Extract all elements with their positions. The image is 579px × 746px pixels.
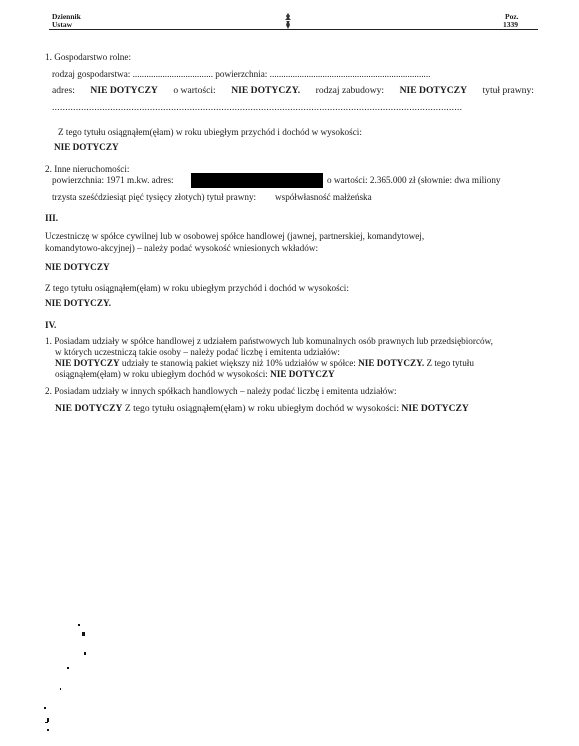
scan-speck [60, 688, 61, 690]
section-4-item1-line4 [55, 369, 335, 381]
section-3-text-line2: komandytowo-akcyjnej) – należy podać wysokość wniesionych wkładów: [45, 243, 319, 253]
position-label: Poz. [505, 12, 519, 21]
share-package-text: udziały te stanowią pakiet większy niż 10% udziałów w spółce: [121, 358, 356, 368]
farm-income-text: Z tego tytułu osiągnąłem(ęłam) w roku ubiegłym przychód i dochód w wysokości: [58, 127, 362, 137]
not-applicable-value: NIE DOTYCZY [90, 85, 158, 96]
coat-of-arms-emblem [284, 12, 292, 30]
section-3-income-text: Z tego tytułu osiągnąłem(ęłam) w roku ubiegłym przychód i dochód w wysokości: [45, 283, 349, 293]
farm-address-line [52, 85, 534, 97]
scan-speck [45, 722, 48, 723]
not-applicable-value: NIE DOTYCZY [55, 403, 123, 414]
property-area-text: powierzchnia: 1971 m.kw. adres: [52, 175, 174, 185]
legal-title-label: tytuł prawny: [482, 85, 534, 96]
section-4-item2-line2 [55, 403, 469, 415]
buildings-label: rodzaj zabudowy: [315, 85, 385, 96]
value-label: o wartości: [173, 85, 216, 96]
income-text: osiągnąłem(ęłam) w roku ubiegłym dochód w wysokości: [55, 369, 268, 379]
not-applicable-value: NIE DOTYCZY [55, 358, 120, 368]
section-4-heading: IV. [45, 320, 57, 330]
property-item-title: 2. Inne nieruchomości: [45, 164, 130, 174]
farm-type-line: rodzaj gospodarstwa: ................................... powierzchnia: ...................................................................... [52, 69, 431, 79]
scan-speck [78, 624, 80, 626]
redaction-bar [191, 173, 323, 188]
scan-speck [67, 667, 69, 669]
farm-item-title: 1. Gospodarstwo rolne: [45, 52, 131, 62]
scan-speck [82, 632, 85, 636]
not-applicable-value: NIE DOTYCZY [401, 403, 469, 414]
farm-income-value: NIE DOTYCZY [54, 142, 119, 152]
not-applicable-value: NIE DOTYCZY. [358, 358, 425, 368]
not-applicable-value: NIE DOTYCZY [399, 85, 468, 96]
dots-line: ........................................................................................................................................................... [52, 102, 463, 112]
property-value-text: o wartości: 2.365.000 zł (słownie: dwa miliony [327, 175, 501, 185]
section-3-value: NIE DOTYCZY [45, 262, 110, 272]
not-applicable-value: NIE DOTYCZY [270, 369, 335, 379]
section-4-item2-line1: 2. Posiadam udziały w innych spółkach handlowych – należy podać liczbę i emitenta udziałów: [45, 386, 397, 396]
income-text: Z tego tytułu osiągnąłem(ęłam) w roku ubiegłym dochód w wysokości: [124, 403, 400, 414]
header-rule [49, 29, 538, 30]
address-label: adres: [52, 85, 75, 96]
journal-name-line2: Ustaw [52, 20, 72, 29]
section-3-income-value: NIE DOTYCZY. [45, 298, 112, 308]
section-3-text-line1: Uczestniczę w spółce cywilnej lub w osobowej spółce handlowej (jawnej, partnerskiej, komandytowej, [45, 231, 425, 241]
scan-speck [44, 707, 46, 709]
income-intro-text: Z tego tytułu [426, 358, 474, 368]
section-3-heading: III. [45, 213, 59, 223]
scan-speck [47, 729, 49, 731]
section-4-item1-line1: 1. Posiadam udziały w spółce handlowej z udziałem państwowych lub komunalnych osób prawnych lub przedsiębiorców, [45, 336, 493, 346]
journal-name-line1: Dziennik [52, 12, 81, 21]
section-4-item1-line2: w których uczestniczą takie osoby – należy podać liczbę i emitenta udziałów: [55, 347, 340, 357]
scan-speck [84, 652, 86, 655]
property-words-text: trzysta sześćdziesiąt pięć tysięcy złotych) tytuł prawny: [52, 192, 257, 202]
section-4-item1-line3 [55, 358, 474, 370]
not-applicable-value: NIE DOTYCZY. [231, 85, 301, 96]
position-number: 1339 [503, 20, 518, 29]
property-title-value: współwłasność małżeńska [275, 192, 372, 202]
